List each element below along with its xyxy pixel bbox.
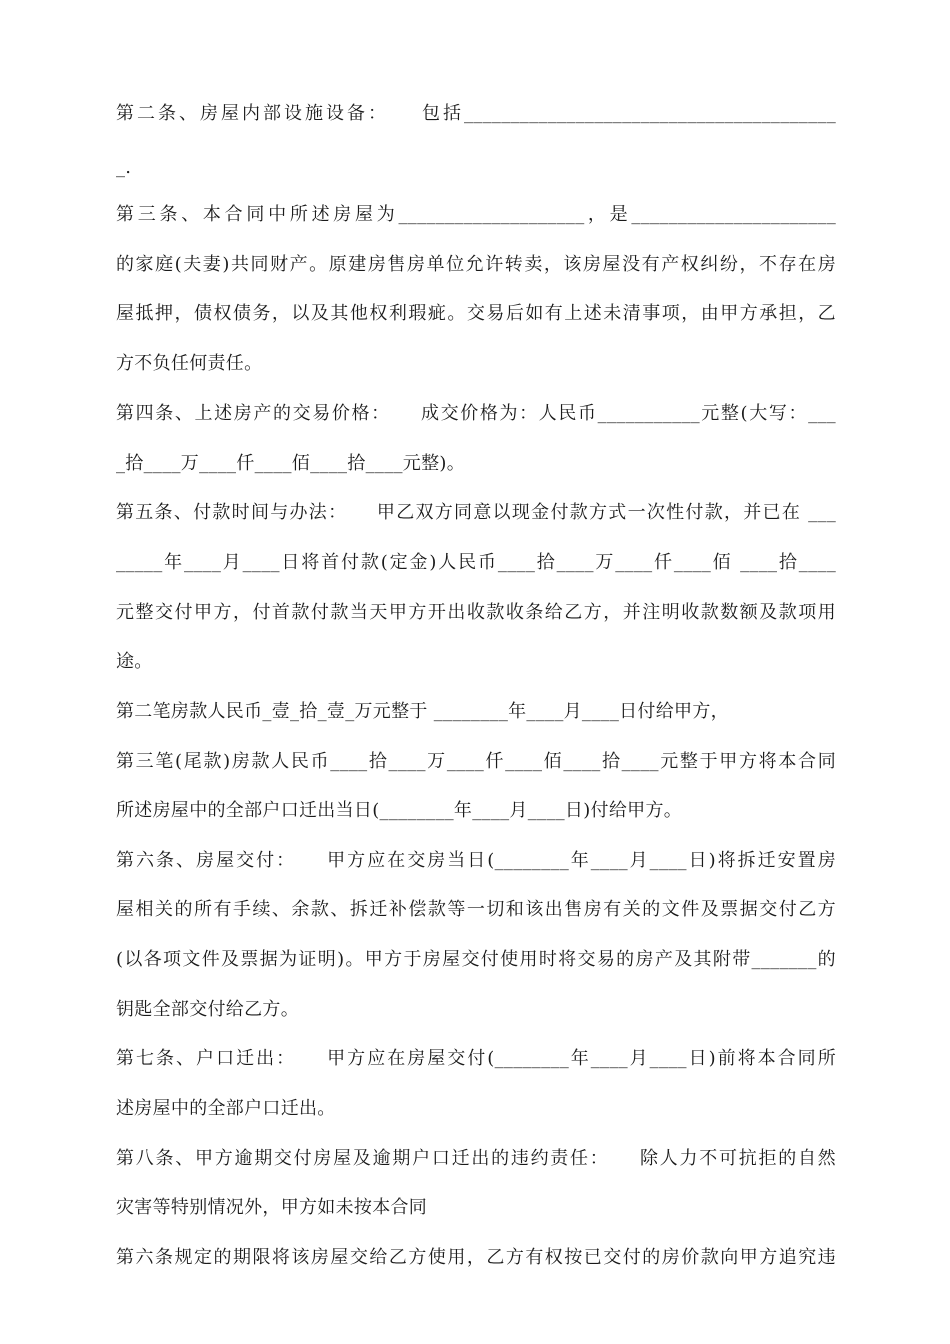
text-line: 元整交付甲方，付首款付款当天甲方开出收款收条给乙方，并注明收款数额及款项用 xyxy=(116,602,836,623)
text-line: _. xyxy=(116,157,132,178)
text-line: 第二笔房款人民币_壹_拾_壹_万元整于 ________年____月____日付给甲方， xyxy=(116,701,729,722)
text-line: 屋抵押，债权债务，以及其他权利瑕疵。交易后如有上述未清事项，由甲方承担，乙 xyxy=(116,303,836,324)
text-line: 述房屋中的全部户口迁出。 xyxy=(116,1098,336,1119)
text-line: 第四条、上述房产的交易价格： 成交价格为：人民币___________元整(大写：___ xyxy=(116,403,836,424)
text-line: 第六条、房屋交付： 甲方应在交房当日(________年____月____日)将拆迁安置房 xyxy=(116,850,836,871)
text-line: 方不负任何责任。 xyxy=(116,353,263,374)
text-line: 屋相关的所有手续、余款、拆迁补偿款等一切和该出售房有关的文件及票据交付乙方 xyxy=(116,899,836,920)
text-line: 的家庭(夫妻)共同财产。原建房售房单位允许转卖，该房屋没有产权纠纷，不存在房 xyxy=(116,254,836,275)
text-line: 第三条、本合同中所述房屋为____________________，是______________________ xyxy=(116,204,836,225)
text-line: 第五条、付款时间与办法： 甲乙双方同意以现金付款方式一次性付款，并已在 ___ xyxy=(116,502,836,523)
text-line: 第八条、甲方逾期交付房屋及逾期户口迁出的违约责任： 除人力不可抗拒的自然 xyxy=(116,1148,836,1169)
text-line: _____年____月____日将首付款(定金)人民币____拾____万____仟____佰 ____拾____ xyxy=(116,552,836,573)
text-line: 途。 xyxy=(116,651,153,672)
text-line: 第七条、户口迁出： 甲方应在房屋交付(________年____月____日)前将本合同所 xyxy=(116,1048,836,1069)
text-line: 所述房屋中的全部户口迁出当日(________年____月____日)付给甲方。 xyxy=(116,800,683,821)
text-line: (以各项文件及票据为证明)。甲方于房屋交付使用时将交易的房产及其附带_______的 xyxy=(116,949,836,970)
text-line: 钥匙全部交付给乙方。 xyxy=(116,999,299,1020)
text-line: _拾____万____仟____佰____拾____元整)。 xyxy=(116,453,466,474)
text-line: 第三笔(尾款)房款人民币____拾____万____仟____佰____拾____元整于甲方将本合同 xyxy=(116,751,836,772)
text-line: 第二条、房屋内部设施设备： 包括________________________________________ xyxy=(116,103,836,124)
text-line: 第六条规定的期限将该房屋交给乙方使用，乙方有权按已交付的房价款向甲方追究违 xyxy=(116,1247,836,1268)
text-line: 灾害等特别情况外，甲方如未按本合同 xyxy=(116,1197,428,1218)
